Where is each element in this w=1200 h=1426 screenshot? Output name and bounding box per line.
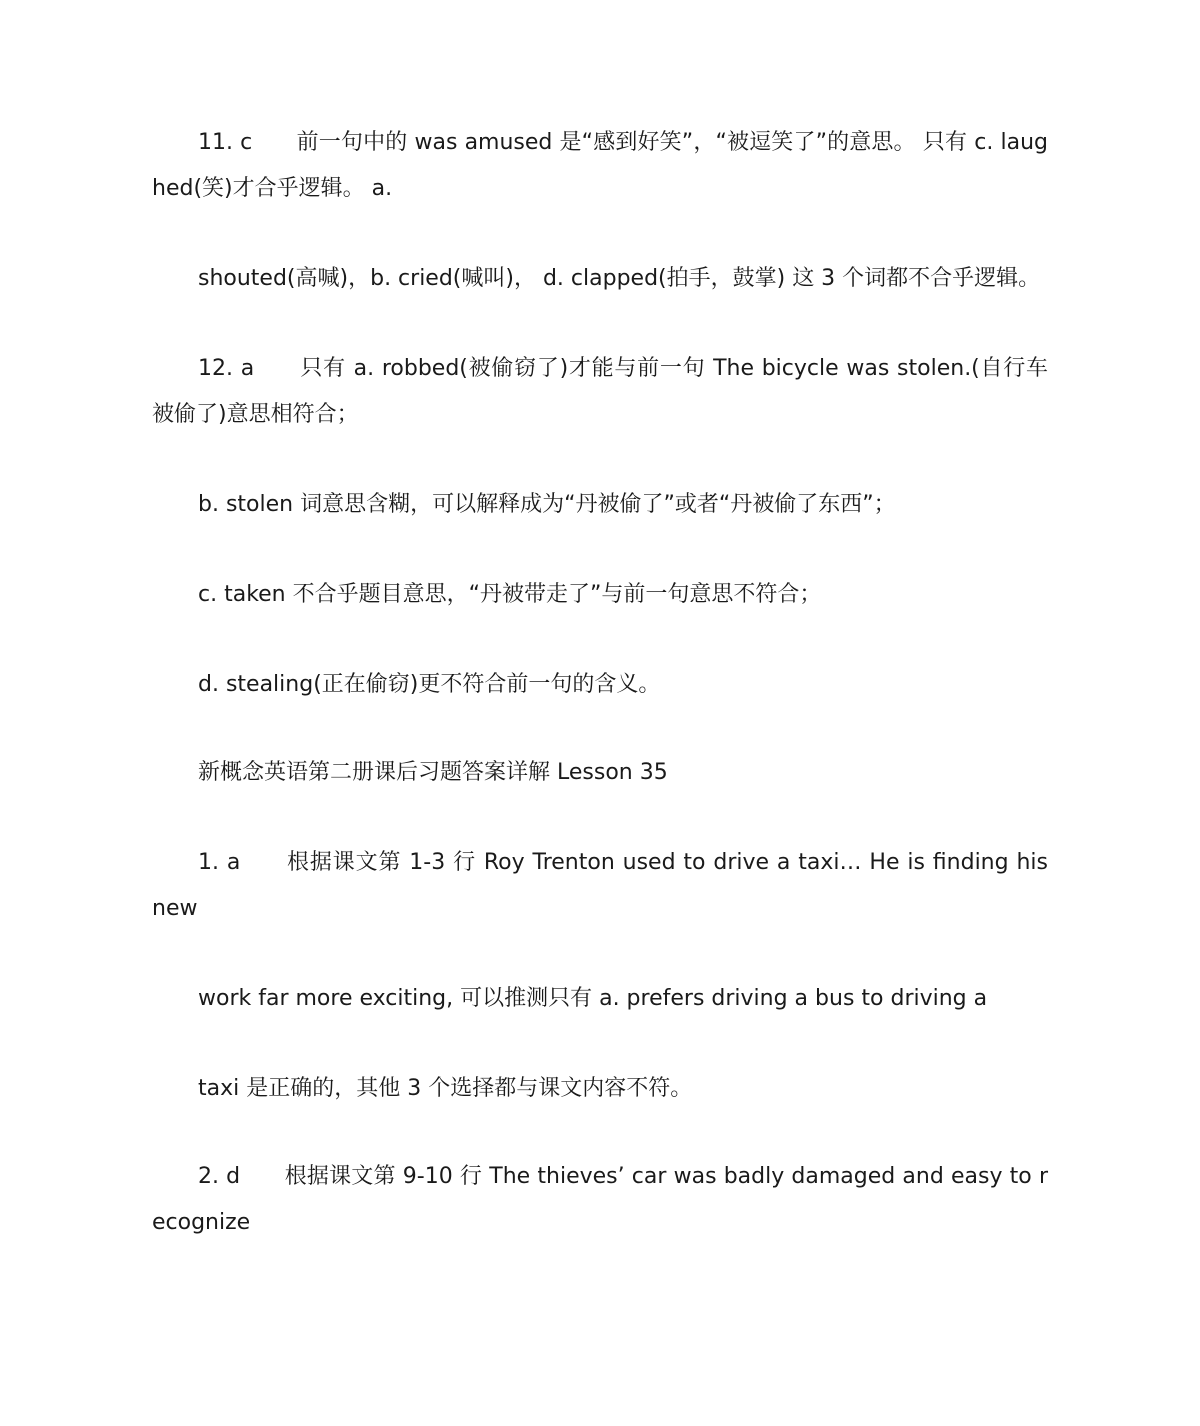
- paragraph-1a-conclusion: taxi 是正确的，其他 3 个选择都与课文内容不符。: [198, 1076, 693, 1101]
- paragraph-12a: 12. a 只有 a. robbed(被偷窃了)才能与前一句 The bicycle was stolen.(自行车被偷了)意思相符合；: [152, 356, 1048, 427]
- paragraph-1a-continued: work far more exciting, 可以推测只有 a. prefers driving a bus to driving a: [198, 986, 988, 1011]
- paragraph-option-d: d. stealing(正在偷窃)更不符合前一句的含义。: [198, 672, 661, 697]
- paragraph-1a: 1. a 根据课文第 1-3 行 Roy Trenton used to drive a taxi… He is finding his new: [152, 850, 1048, 921]
- paragraph-option-b: b. stolen 词意思含糊，可以解释成为“丹被偷了”或者“丹被偷了东西”；: [198, 492, 896, 517]
- paragraph-11c: 11. c 前一句中的 was amused 是“感到好笑”，“被逗笑了”的意思。 只有 c. laughed(笑)才合乎逻辑。 a.: [152, 130, 1048, 201]
- paragraph-11c-continued: shouted(高喊)，b. cried(喊叫)， d. clapped(拍手，鼓掌) 这 3 个词都不合乎逻辑。: [198, 266, 1041, 291]
- section-heading-lesson-35: 新概念英语第二册课后习题答案详解 Lesson 35: [198, 760, 668, 785]
- paragraph-option-c: c. taken 不合乎题目意思，“丹被带走了”与前一句意思不符合；: [198, 582, 822, 607]
- paragraph-2d: 2. d 根据课文第 9-10 行 The thieves’ car was badly damaged and easy to recognize: [152, 1164, 1048, 1235]
